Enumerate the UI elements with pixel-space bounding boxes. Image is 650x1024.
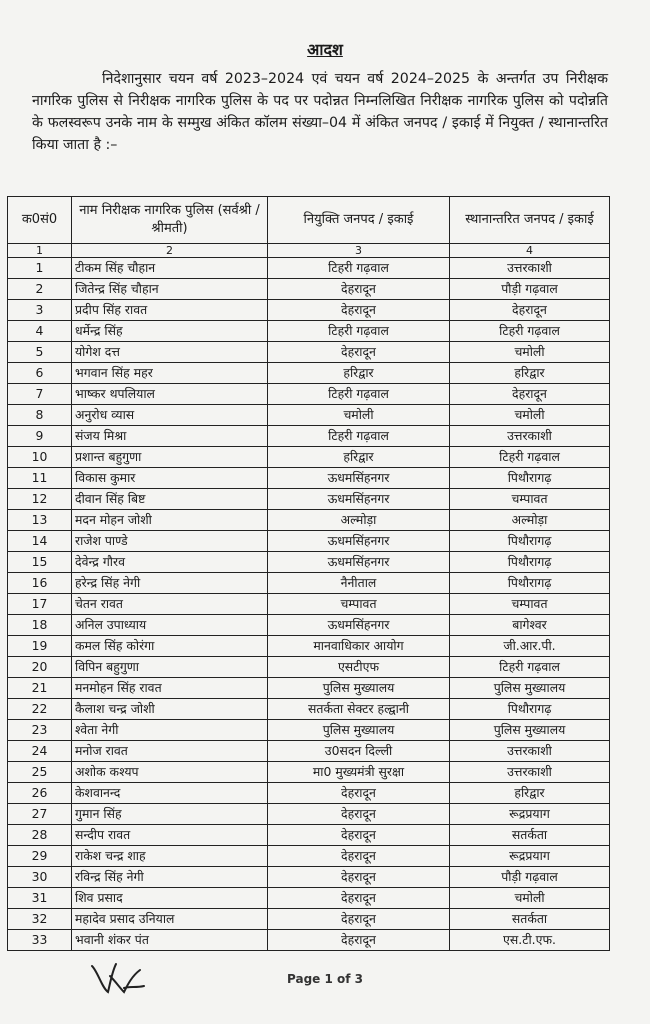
table-row (8, 825, 610, 846)
table-row (8, 342, 610, 363)
appointment-cell: देहरादून (268, 342, 450, 363)
transfer-cell: सतर्कता (450, 825, 610, 846)
table-row (8, 321, 610, 342)
appointment-cell: देहरादून (268, 888, 450, 909)
table-row (8, 741, 610, 762)
table-row (8, 909, 610, 930)
name-cell: भवानी शंकर पंत (72, 930, 268, 951)
serial-number-cell: 15 (8, 552, 72, 573)
appointment-cell: टिहरी गढ़वाल (268, 426, 450, 447)
appointment-cell: मा0 मुख्यमंत्री सुरक्षा (268, 762, 450, 783)
table-row (8, 279, 610, 300)
transfer-cell: चमोली (450, 888, 610, 909)
name-cell: विपिन बहुगुणा (72, 657, 268, 678)
serial-number-cell: 14 (8, 531, 72, 552)
serial-number-cell: 8 (8, 405, 72, 426)
transfer-cell: रूद्रप्रयाग (450, 804, 610, 825)
appointment-cell: ऊधमसिंहनगर (268, 468, 450, 489)
serial-number-cell: 17 (8, 594, 72, 615)
table-row (8, 552, 610, 573)
transfer-cell: रूद्रप्रयाग (450, 846, 610, 867)
name-cell: केशवानन्द (72, 783, 268, 804)
transfer-cell: पौड़ी गढ़वाल (450, 279, 610, 300)
transfer-cell: टिहरी गढ़वाल (450, 657, 610, 678)
serial-number-cell: 19 (8, 636, 72, 657)
serial-number-cell: 10 (8, 447, 72, 468)
serial-number-cell: 12 (8, 489, 72, 510)
name-cell: चेतन रावत (72, 594, 268, 615)
name-cell: अनिल उपाध्याय (72, 615, 268, 636)
appointment-cell: देहरादून (268, 825, 450, 846)
table-row (8, 867, 610, 888)
name-cell: शिव प्रसाद (72, 888, 268, 909)
header-transfer: स्थानान्तरित जनपद / इकाई (450, 197, 610, 244)
transfer-cell: पिथौरागढ़ (450, 531, 610, 552)
serial-number-cell: 27 (8, 804, 72, 825)
serial-number-cell: 16 (8, 573, 72, 594)
column-number: 2 (72, 244, 268, 258)
appointment-cell: पुलिस मुख्यालय (268, 720, 450, 741)
serial-number-cell: 13 (8, 510, 72, 531)
table-row (8, 657, 610, 678)
transfer-cell: चम्पावत (450, 489, 610, 510)
paragraph-text: निदेशानुसार चयन वर्ष 2023–2024 एवं चयन वर्ष 2024–2025 के अन्तर्गत उप निरीक्षक नागरिक पुलिस से निरीक्षक नागरिक पुलिस के पद पर पदोन्नत निम्नलिखित निरीक्षक नागरिक पुलिस को पदोन्नति के फलस्वरूप उनके नाम के सम्मुख अंकित कॉलम संख्या–04 में अंकित जनपद / इकाई में नियुक्त / स्थानान्तरित किया जाता है :– (32, 71, 608, 153)
serial-number-cell: 4 (8, 321, 72, 342)
transfer-cell: देहरादून (450, 300, 610, 321)
name-cell: हरेन्द्र सिंह नेगी (72, 573, 268, 594)
table-row (8, 573, 610, 594)
transfer-cell: जी.आर.पी. (450, 636, 610, 657)
transfer-cell: एस.टी.एफ. (450, 930, 610, 951)
name-cell: अशोक कश्यप (72, 762, 268, 783)
table-row (8, 300, 610, 321)
transfer-cell: पुलिस मुख्यालय (450, 720, 610, 741)
transfer-cell: चम्पावत (450, 594, 610, 615)
table-row (8, 531, 610, 552)
transfer-cell: उत्तरकाशी (450, 762, 610, 783)
table-row (8, 426, 610, 447)
transfer-cell: पिथौरागढ़ (450, 573, 610, 594)
transfer-cell: पिथौरागढ़ (450, 552, 610, 573)
name-cell: प्रदीप सिंह रावत (72, 300, 268, 321)
heading-text: आदश (307, 40, 343, 59)
table-row (8, 510, 610, 531)
appointment-cell: हरिद्वार (268, 363, 450, 384)
appointment-cell: मानवाधिकार आयोग (268, 636, 450, 657)
name-cell: धर्मेन्द्र सिंह (72, 321, 268, 342)
transfer-cell: पिथौरागढ़ (450, 699, 610, 720)
transfer-cell: सतर्कता (450, 909, 610, 930)
transfer-cell: उत्तरकाशी (450, 258, 610, 279)
appointment-cell: देहरादून (268, 846, 450, 867)
transfer-cell: हरिद्वार (450, 783, 610, 804)
name-cell: मनोज रावत (72, 741, 268, 762)
transfer-cell: हरिद्वार (450, 363, 610, 384)
table-row (8, 888, 610, 909)
appointment-cell: देहरादून (268, 867, 450, 888)
name-cell: राजेश पाण्डे (72, 531, 268, 552)
serial-number-cell: 26 (8, 783, 72, 804)
table-row (8, 762, 610, 783)
appointment-cell: ऊधमसिंहनगर (268, 489, 450, 510)
name-cell: भगवान सिंह महर (72, 363, 268, 384)
table-row (8, 405, 610, 426)
transfer-cell: पुलिस मुख्यालय (450, 678, 610, 699)
name-cell: अनुरोध व्यास (72, 405, 268, 426)
name-cell: मनमोहन सिंह रावत (72, 678, 268, 699)
transfer-cell: चमोली (450, 342, 610, 363)
serial-number-cell: 6 (8, 363, 72, 384)
serial-number-cell: 20 (8, 657, 72, 678)
name-cell: सन्दीप रावत (72, 825, 268, 846)
appointment-cell: अल्मोड़ा (268, 510, 450, 531)
table-row (8, 720, 610, 741)
name-cell: गुमान सिंह (72, 804, 268, 825)
table-row (8, 678, 610, 699)
serial-number-cell: 1 (8, 258, 72, 279)
transfer-cell: पिथौरागढ़ (450, 468, 610, 489)
transfer-cell: उत्तरकाशी (450, 426, 610, 447)
appointment-cell: देहरादून (268, 300, 450, 321)
serial-number-cell: 22 (8, 699, 72, 720)
name-cell: राकेश चन्द्र शाह (72, 846, 268, 867)
serial-number-cell: 31 (8, 888, 72, 909)
page-number: Page 1 of 3 (287, 972, 363, 986)
appointment-cell: सतर्कता सेक्टर हल्द्वानी (268, 699, 450, 720)
serial-number-cell: 32 (8, 909, 72, 930)
serial-number-cell: 5 (8, 342, 72, 363)
appointment-cell: हरिद्वार (268, 447, 450, 468)
column-number-row (8, 244, 610, 258)
serial-number-cell: 25 (8, 762, 72, 783)
table-row (8, 447, 610, 468)
table-row (8, 783, 610, 804)
transfer-cell: टिहरी गढ़वाल (450, 447, 610, 468)
table-header-row (8, 197, 610, 244)
table-body (8, 258, 610, 951)
serial-number-cell: 9 (8, 426, 72, 447)
table-row (8, 594, 610, 615)
table-row (8, 615, 610, 636)
serial-number-cell: 3 (8, 300, 72, 321)
appointment-cell: पुलिस मुख्यालय (268, 678, 450, 699)
serial-number-cell: 11 (8, 468, 72, 489)
serial-number-cell: 30 (8, 867, 72, 888)
table-row (8, 468, 610, 489)
appointment-cell: चमोली (268, 405, 450, 426)
order-paragraph (32, 68, 608, 156)
serial-number-cell: 7 (8, 384, 72, 405)
table-row (8, 258, 610, 279)
serial-number-cell: 18 (8, 615, 72, 636)
serial-number-cell: 21 (8, 678, 72, 699)
appointment-cell: एसटीएफ (268, 657, 450, 678)
name-cell: श्वेता नेगी (72, 720, 268, 741)
appointment-cell: चम्पावत (268, 594, 450, 615)
name-cell: प्रशान्त बहुगुणा (72, 447, 268, 468)
transfer-cell: बागेश्वर (450, 615, 610, 636)
appointment-cell: ऊधमसिंहनगर (268, 615, 450, 636)
name-cell: रविन्द्र सिंह नेगी (72, 867, 268, 888)
serial-number-cell: 24 (8, 741, 72, 762)
appointment-cell: ऊधमसिंहनगर (268, 531, 450, 552)
name-cell: भाष्कर थपलियाल (72, 384, 268, 405)
appointment-cell: देहरादून (268, 783, 450, 804)
appointment-cell: देहरादून (268, 909, 450, 930)
appointment-cell: नैनीताल (268, 573, 450, 594)
name-cell: दीवान सिंह बिष्ट (72, 489, 268, 510)
table-row (8, 846, 610, 867)
appointment-cell: टिहरी गढ़वाल (268, 321, 450, 342)
header-appointment: नियुक्ति जनपद / इकाई (268, 197, 450, 244)
transfer-table (7, 196, 610, 951)
transfer-cell: अल्मोड़ा (450, 510, 610, 531)
appointment-cell: टिहरी गढ़वाल (268, 258, 450, 279)
name-cell: संजय मिश्रा (72, 426, 268, 447)
serial-number-cell: 23 (8, 720, 72, 741)
name-cell: महादेव प्रसाद उनियाल (72, 909, 268, 930)
name-cell: टीकम सिंह चौहान (72, 258, 268, 279)
table-row (8, 363, 610, 384)
transfer-cell: देहरादून (450, 384, 610, 405)
table-row (8, 489, 610, 510)
table-row (8, 804, 610, 825)
document-heading (0, 38, 650, 60)
header-sn: क0सं0 (8, 197, 72, 244)
name-cell: कैलाश चन्द्र जोशी (72, 699, 268, 720)
name-cell: देवेन्द्र गौरव (72, 552, 268, 573)
name-cell: कमल सिंह कोरंगा (72, 636, 268, 657)
appointment-cell: देहरादून (268, 279, 450, 300)
transfer-cell: पौड़ी गढ़वाल (450, 867, 610, 888)
serial-number-cell: 2 (8, 279, 72, 300)
name-cell: योगेश दत्त (72, 342, 268, 363)
header-name: नाम निरीक्षक नागरिक पुलिस (सर्वश्री / श्रीमती) (72, 197, 268, 244)
appointment-cell: देहरादून (268, 804, 450, 825)
appointment-cell: ऊधमसिंहनगर (268, 552, 450, 573)
serial-number-cell: 28 (8, 825, 72, 846)
serial-number-cell: 29 (8, 846, 72, 867)
column-number: 3 (268, 244, 450, 258)
transfer-cell: उत्तरकाशी (450, 741, 610, 762)
appointment-cell: उ0सदन दिल्ली (268, 741, 450, 762)
column-number: 1 (8, 244, 72, 258)
name-cell: विकास कुमार (72, 468, 268, 489)
serial-number-cell: 33 (8, 930, 72, 951)
name-cell: जितेन्द्र सिंह चौहान (72, 279, 268, 300)
table-row (8, 930, 610, 951)
table-row (8, 384, 610, 405)
column-number: 4 (450, 244, 610, 258)
table-row (8, 636, 610, 657)
appointment-cell: देहरादून (268, 930, 450, 951)
appointment-cell: टिहरी गढ़वाल (268, 384, 450, 405)
name-cell: मदन मोहन जोशी (72, 510, 268, 531)
transfer-cell: टिहरी गढ़वाल (450, 321, 610, 342)
transfer-cell: चमोली (450, 405, 610, 426)
table-row (8, 699, 610, 720)
